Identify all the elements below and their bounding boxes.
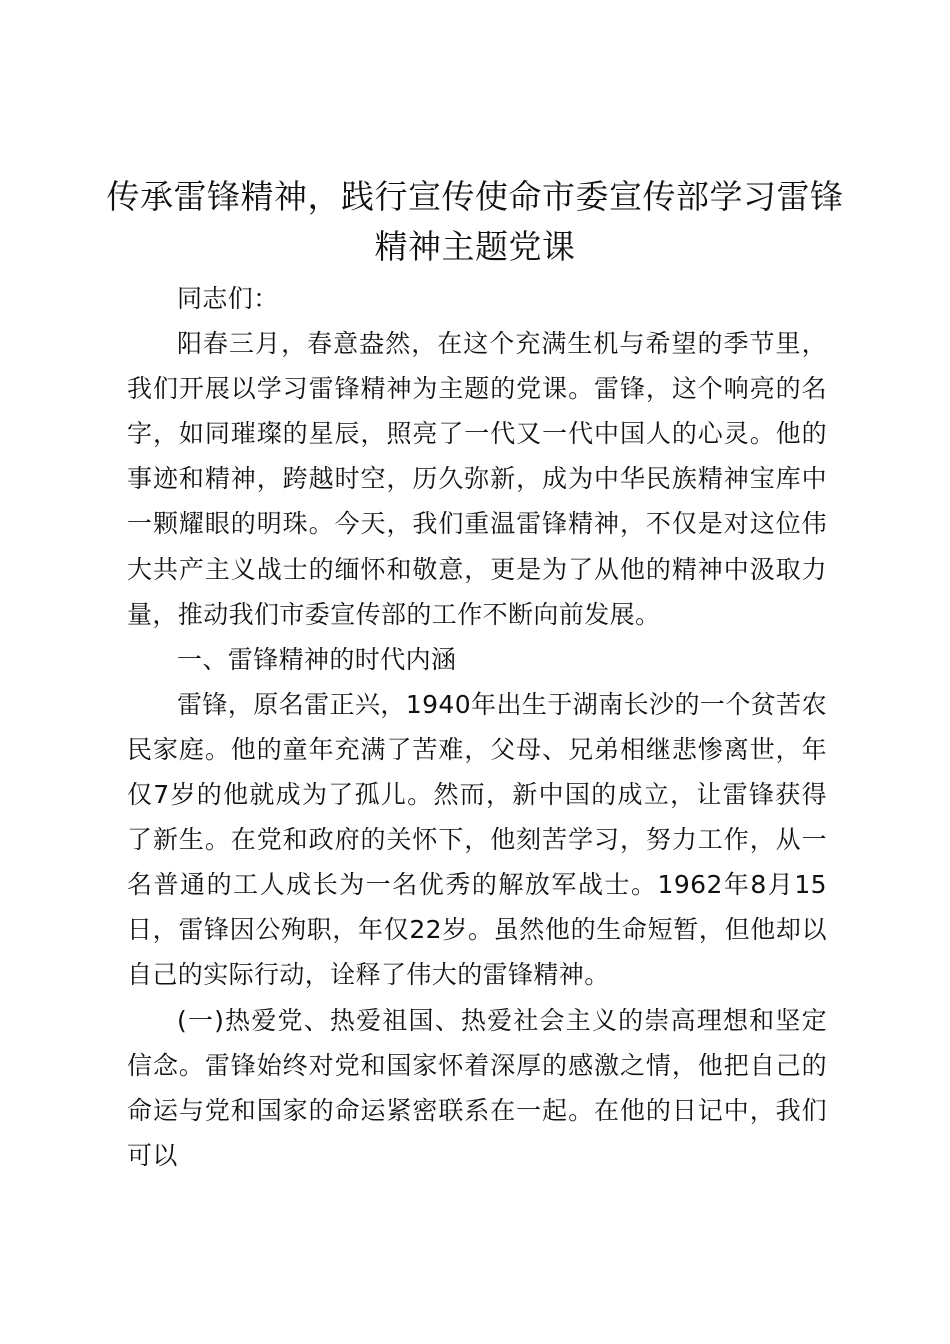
- subsection-paragraph: (一)热爱党、热爱祖国、热爱社会主义的崇高理想和坚定信念。雷锋始终对党和国家怀着深厚的感激之情，他把自己的命运与党和国家的命运紧密联系在一起。在他的日记中，我们可以: [127, 1005, 827, 1170]
- intro-paragraph: 阳春三月，春意盎然，在这个充满生机与希望的季节里，我们开展以学习雷锋精神为主题的党课。雷锋，这个响亮的名字，如同璀璨的星辰，照亮了一代又一代中国人的心灵。他的事迹和精神，跨越时空，历久弥新，成为中华民族精神宝库中一颗耀眼的明珠。今天，我们重温雷锋精神，不仅是对这位伟大共产主义战士的缅怀和敬意，更是为了从他的精神中汲取力量，推动我们市委宣传部的工作不断向前发展。: [127, 329, 827, 629]
- biography-paragraph: 雷锋，原名雷正兴，1940年出生于湖南长沙的一个贫苦农民家庭。他的童年充满了苦难，父母、兄弟相继悲惨离世，年仅7岁的他就成为了孤儿。然而，新中国的成立，让雷锋获得了新生。在党和政府的关怀下，他刻苦学习，努力工作，从一名普通的工人成长为一名优秀的解放军战士。1962年8月15日，雷锋因公殉职，年仅22岁。虽然他的生命短暂，但他却以自己的实际行动，诠释了伟大的雷锋精神。: [127, 689, 827, 990]
- document-title: 传承雷锋精神，践行宣传使命市委宣传部学习雷锋精神主题党课: [106, 177, 844, 266]
- document-body: [127, 276, 827, 1178]
- salutation: 同志们：: [177, 284, 279, 313]
- section-heading: 一、雷锋精神的时代内涵: [177, 644, 457, 674]
